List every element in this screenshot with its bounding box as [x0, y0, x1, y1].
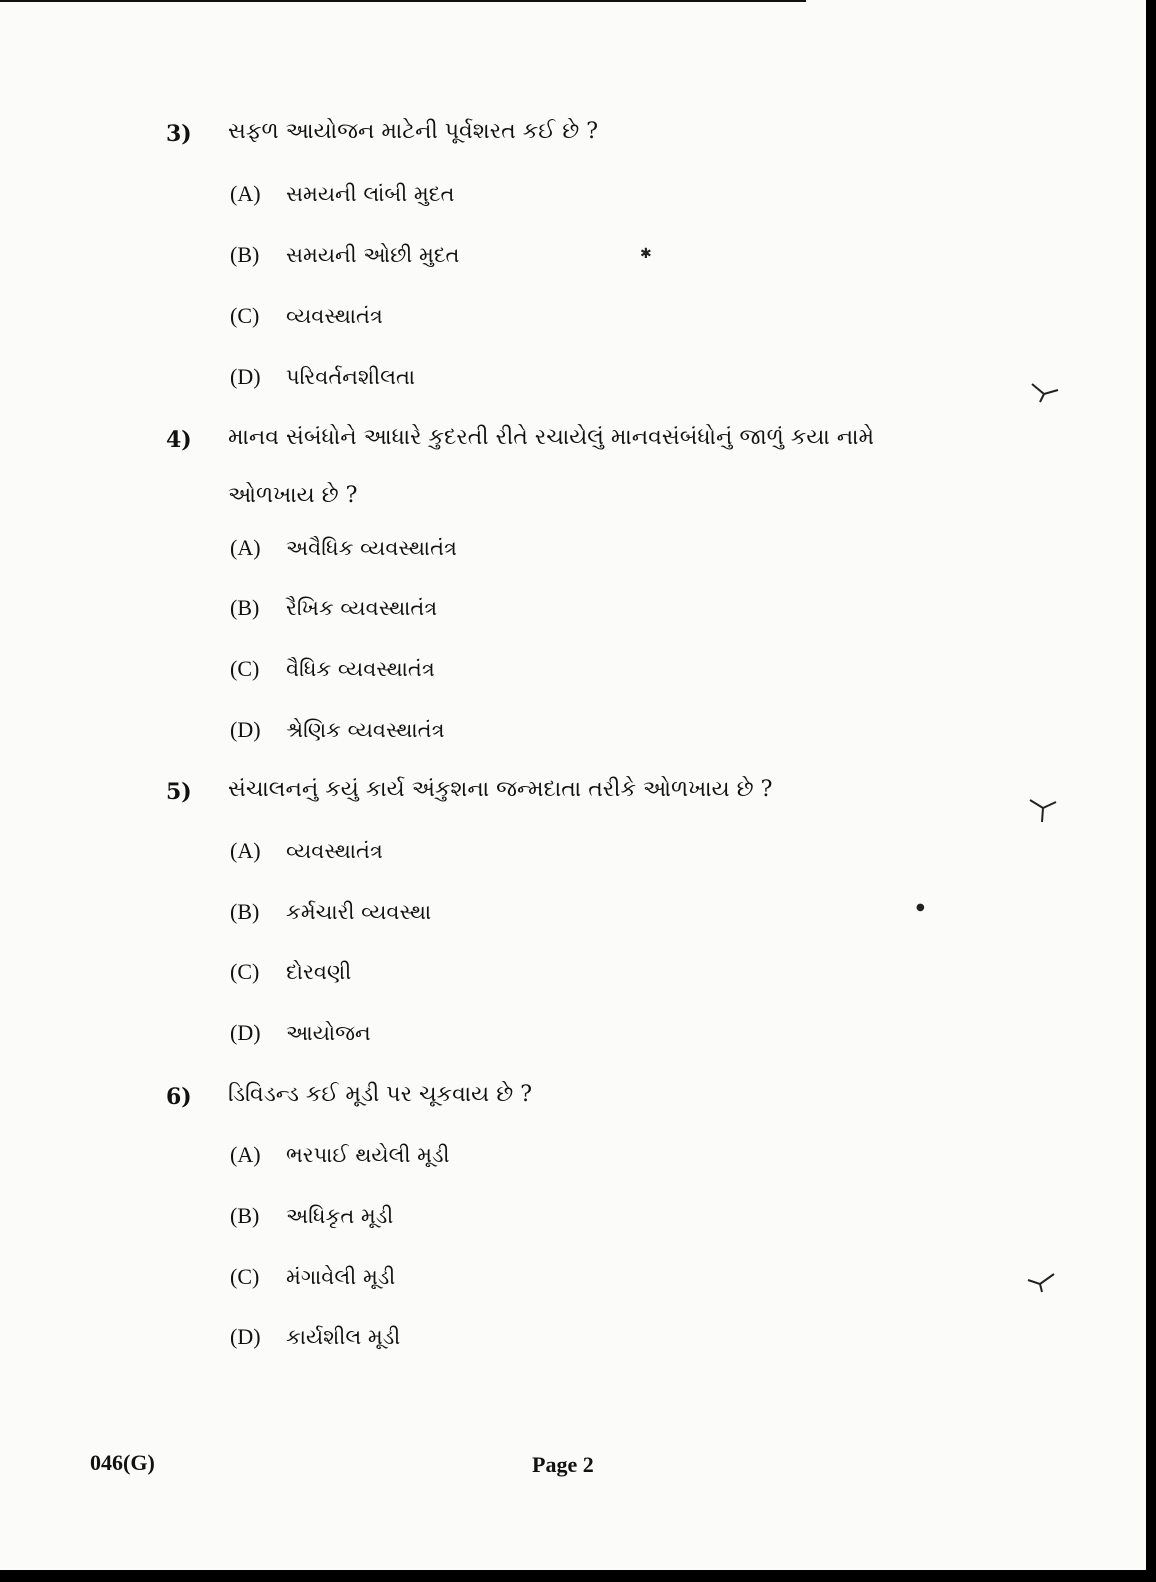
question-number: 5) [166, 779, 192, 805]
margin-tick-mark [1030, 380, 1060, 404]
option-c [230, 1263, 395, 1291]
question-line: ઓળખાય છે ? [228, 483, 358, 508]
option-label: (A) [230, 1142, 261, 1167]
option-text: મંગાવેલી મૂડી [286, 1265, 396, 1289]
option-label: (D) [230, 364, 261, 389]
paper-code: 046(G) [90, 1450, 155, 1475]
option-a [230, 1141, 450, 1169]
option-text: કર્મચારી વ્યવસ્થા [286, 900, 432, 924]
question-text [228, 118, 928, 176]
option-b [230, 594, 437, 622]
question-line: સફળ આયોજન માટેની પૂર્વશરત કઈ છે ? [228, 119, 598, 144]
question-number: 4) [166, 427, 192, 453]
option-label: (D) [230, 717, 261, 742]
option-d [230, 1323, 400, 1351]
top-border-line [0, 0, 806, 2]
question-number: 6) [166, 1084, 192, 1110]
option-a [230, 534, 457, 562]
scan-speck: ✱ [640, 246, 652, 262]
option-label: (B) [230, 899, 260, 924]
option-label: (A) [230, 535, 261, 560]
question-number: 3) [166, 121, 192, 147]
question-line: સંચાલનનું કયું કાર્ય અંકુશના જન્મદાતા તરીકે ઓળખાય છે ? [228, 777, 773, 802]
question-text [228, 1081, 928, 1139]
option-d [230, 716, 445, 744]
option-text: સમયની ઓછી મુદત [286, 243, 460, 267]
option-text: વ્યવસ્થાતંત્ર [286, 304, 383, 328]
option-label: (B) [230, 1203, 260, 1228]
option-label: (C) [230, 959, 260, 984]
option-b [230, 241, 459, 269]
question-text [228, 776, 928, 834]
option-text: પરિવર્તનશીલતા [286, 365, 416, 389]
option-c [230, 655, 435, 683]
option-label: (D) [230, 1020, 261, 1045]
option-text: કાર્યશીલ મૂડી [286, 1325, 401, 1349]
option-c [230, 958, 351, 986]
option-a [230, 180, 454, 208]
option-text: અવૈધિક વ્યવસ્થાતંત્ર [286, 536, 457, 560]
option-label: (C) [230, 1264, 260, 1289]
option-text: અધિકૃત મૂડી [286, 1204, 394, 1228]
margin-tick-mark [1028, 798, 1058, 822]
option-d [230, 1019, 371, 1047]
option-text: દોરવણી [286, 960, 352, 984]
option-label: (B) [230, 242, 260, 267]
option-label: (C) [230, 656, 260, 681]
option-text: વ્યવસ્થાતંત્ર [286, 839, 383, 863]
option-text: આયોજન [286, 1021, 371, 1045]
question-text [228, 424, 928, 540]
option-text: ભરપાઈ થયેલી મૂડી [286, 1143, 450, 1167]
page-number: Page 2 [532, 1452, 594, 1477]
option-c [230, 302, 383, 330]
option-label: (B) [230, 595, 260, 620]
option-b [230, 898, 431, 926]
option-text: વૈધિક વ્યવસ્થાતંત્ર [286, 657, 435, 681]
option-b [230, 1202, 393, 1230]
question-line: ડિવિડન્ડ કઈ મૂડી પર ચૂકવાય છે ? [228, 1082, 532, 1107]
option-label: (A) [230, 181, 261, 206]
option-text: રૈખિક વ્યવસ્થાતંત્ર [286, 596, 438, 620]
margin-tick-mark [1026, 1270, 1056, 1294]
option-d [230, 363, 415, 391]
question-line: માનવ સંબંધોને આધારે કુદરતી રીતે રચાયેલું માનવસંબંધોનું જાળું કયા નામે [228, 425, 875, 450]
option-a [230, 837, 383, 865]
option-text: સમયની લાંબી મુદત [286, 182, 455, 206]
option-label: (C) [230, 303, 260, 328]
option-label: (A) [230, 838, 261, 863]
option-label: (D) [230, 1324, 261, 1349]
option-text: શ્રેણિક વ્યવસ્થાતંત્ર [286, 718, 445, 742]
scan-speck: ● [916, 902, 925, 913]
